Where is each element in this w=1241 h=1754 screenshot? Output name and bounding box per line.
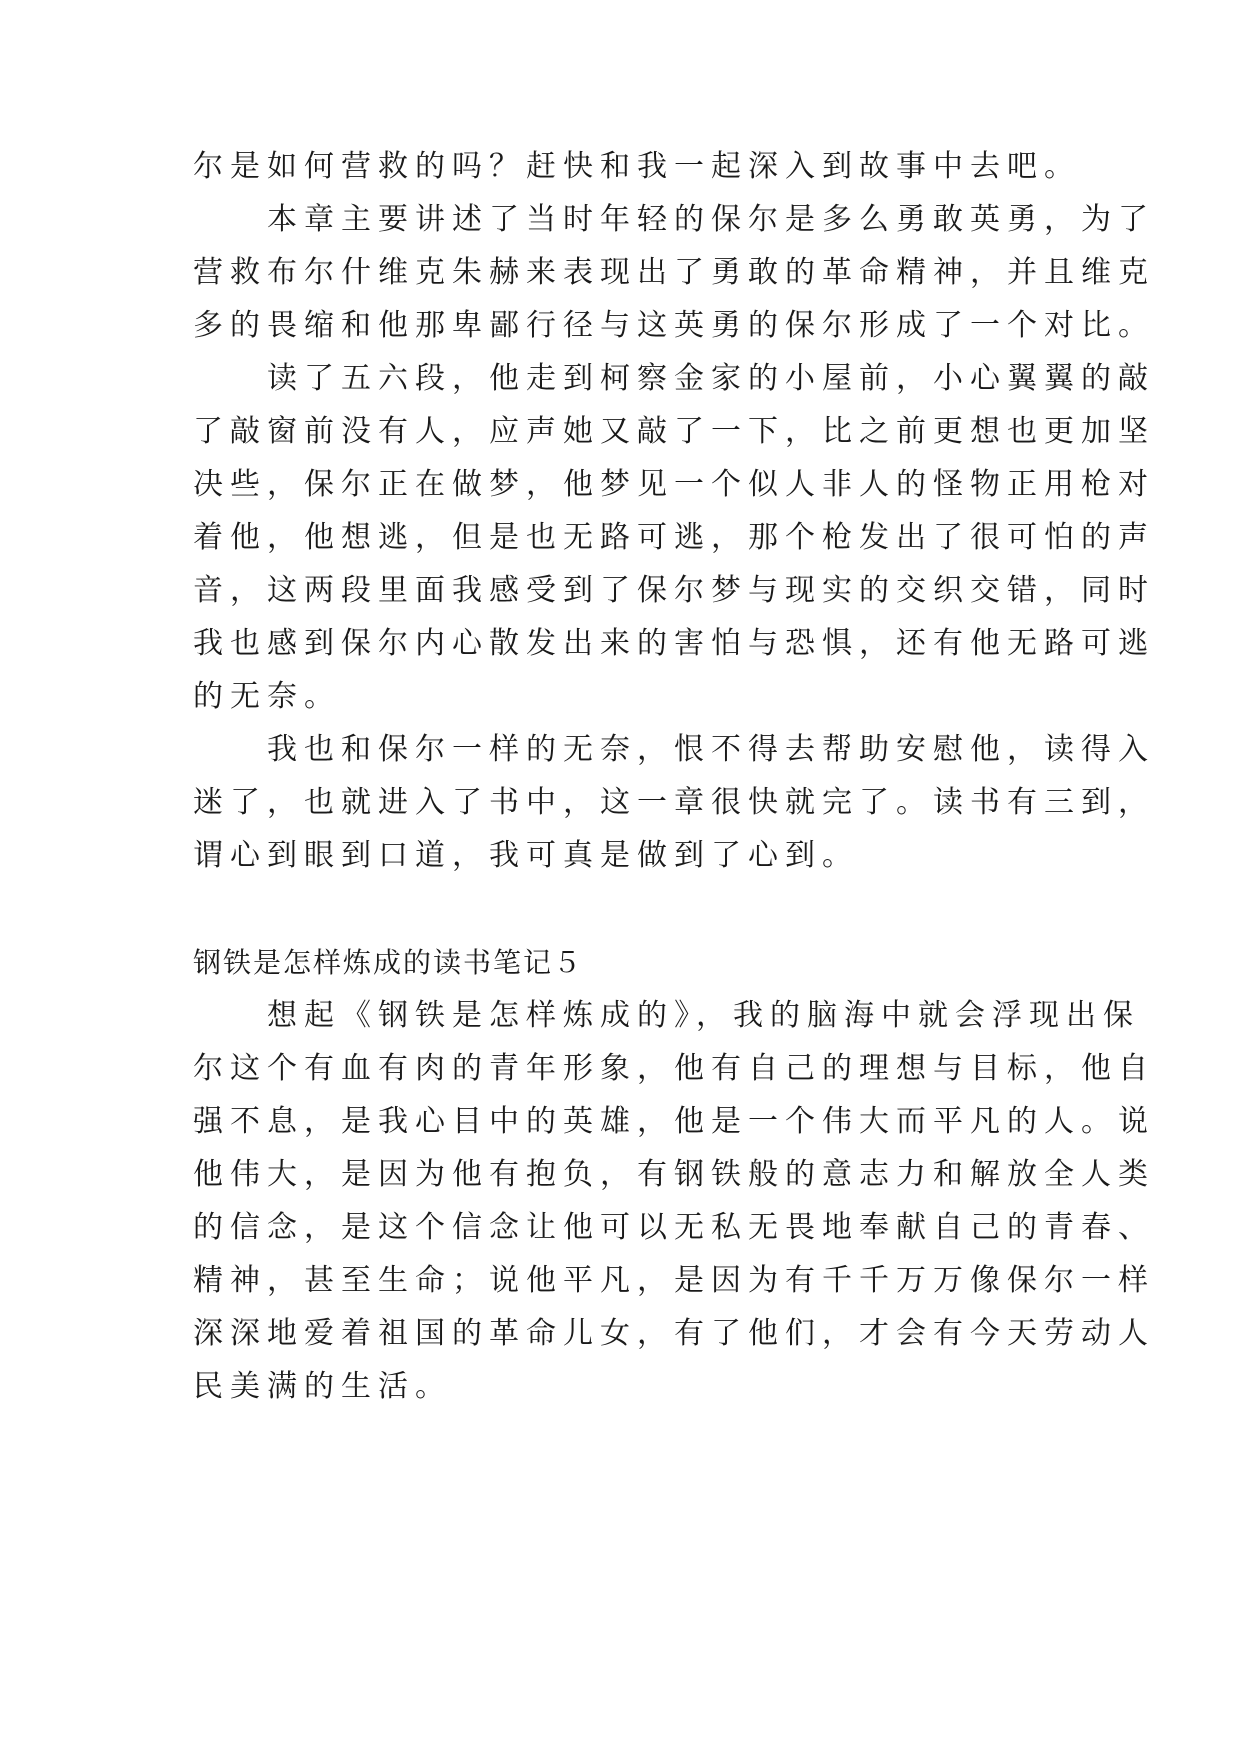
text-line: 了敲窗前没有人，应声她又敲了一下，比之前更想也更加坚 xyxy=(193,414,1155,449)
text-line: 强不息，是我心目中的英雄，他是一个伟大而平凡的人。说 xyxy=(193,1104,1155,1139)
text-line: 读了五六段，他走到柯察金家的小屋前，小心翼翼的敲 xyxy=(193,361,1155,396)
text-line: 的信念，是这个信念让他可以无私无畏地奉献自己的青春、 xyxy=(193,1210,1155,1245)
text-line: 他伟大，是因为他有抱负，有钢铁般的意志力和解放全人类 xyxy=(193,1157,1155,1192)
text-line: 尔这个有血有肉的青年形象，他有自己的理想与目标，他自 xyxy=(193,1051,1155,1086)
text-line: 民美满的生活。 xyxy=(193,1369,452,1404)
text-line: 我也感到保尔内心散发出来的害怕与恐惧，还有他无路可逃 xyxy=(193,626,1155,661)
text-line: 本章主要讲述了当时年轻的保尔是多么勇敢英勇，为了 xyxy=(193,202,1155,237)
text-line: 我也和保尔一样的无奈，恨不得去帮助安慰他，读得入 xyxy=(193,732,1155,767)
section-heading: 钢铁是怎样炼成的读书笔记５ xyxy=(193,946,584,979)
text-line: 谓心到眼到口道，我可真是做到了心到。 xyxy=(193,838,859,873)
text-line: 着他，他想逃，但是也无路可逃，那个枪发出了很可怕的声 xyxy=(193,520,1155,555)
text-line: 的无奈。 xyxy=(193,679,341,714)
text-line: 迷了，也就进入了书中，这一章很快就完了。读书有三到， xyxy=(193,785,1155,820)
text-line: 精神，甚至生命；说他平凡，是因为有千千万万像保尔一样 xyxy=(193,1263,1155,1298)
text-line: 营救布尔什维克朱赫来表现出了勇敢的革命精神，并且维克 xyxy=(193,255,1155,290)
text-line: 音，这两段里面我感受到了保尔梦与现实的交织交错，同时 xyxy=(193,573,1155,608)
text-line: 想起《钢铁是怎样炼成的》，我的脑海中就会浮现出保 xyxy=(193,998,1140,1033)
text-line: 深深地爱着祖国的革命儿女，有了他们，才会有今天劳动人 xyxy=(193,1316,1155,1351)
text-line: 多的畏缩和他那卑鄙行径与这英勇的保尔形成了一个对比。 xyxy=(193,308,1155,343)
text-line: 尔是如何营救的吗？赶快和我一起深入到故事中去吧。 xyxy=(193,149,1081,184)
text-line: 决些，保尔正在做梦，他梦见一个似人非人的怪物正用枪对 xyxy=(193,467,1155,502)
